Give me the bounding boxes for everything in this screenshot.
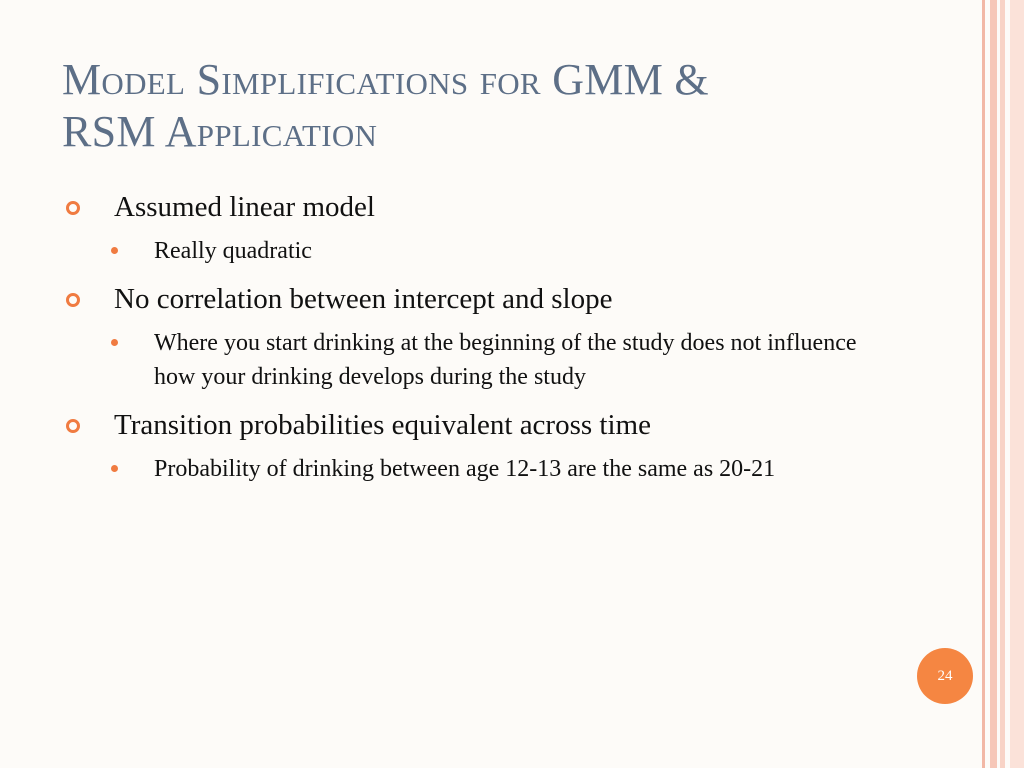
sub-bullet-item (66, 234, 886, 268)
bullet-list (66, 188, 886, 498)
ring-bullet-icon (66, 201, 80, 215)
page-number-badge: 24 (917, 648, 973, 704)
decorative-stripes (980, 0, 1024, 768)
slide-title (62, 54, 942, 158)
stripe (1010, 0, 1024, 768)
dot-bullet-icon (111, 465, 118, 472)
bullet-item (66, 406, 886, 444)
stripe (982, 0, 985, 768)
stripe (1000, 0, 1005, 768)
bullet-text: Transition probabilities equivalent across time (114, 409, 651, 441)
bullet-item (66, 188, 886, 226)
bullet-text: No correlation between intercept and slope (114, 283, 613, 315)
sub-bullet-item (66, 452, 886, 486)
title-line: Model Simplifications for GMM & (62, 55, 709, 104)
bullet-item (66, 280, 886, 318)
title-line: RSM Application (62, 107, 378, 156)
sub-bullet-text: Probability of drinking between age 12-13 are the same as 20-21 (154, 456, 776, 482)
dot-bullet-icon (111, 247, 118, 254)
ring-bullet-icon (66, 419, 80, 433)
sub-bullet-item (66, 326, 886, 394)
ring-bullet-icon (66, 293, 80, 307)
dot-bullet-icon (111, 339, 118, 346)
sub-bullet-text: Really quadratic (154, 238, 312, 264)
sub-bullet-text: Where you start drinking at the beginning of the study does not influence how your drinking develops during the study (154, 330, 857, 390)
bullet-text: Assumed linear model (114, 191, 375, 223)
stripe (990, 0, 997, 768)
